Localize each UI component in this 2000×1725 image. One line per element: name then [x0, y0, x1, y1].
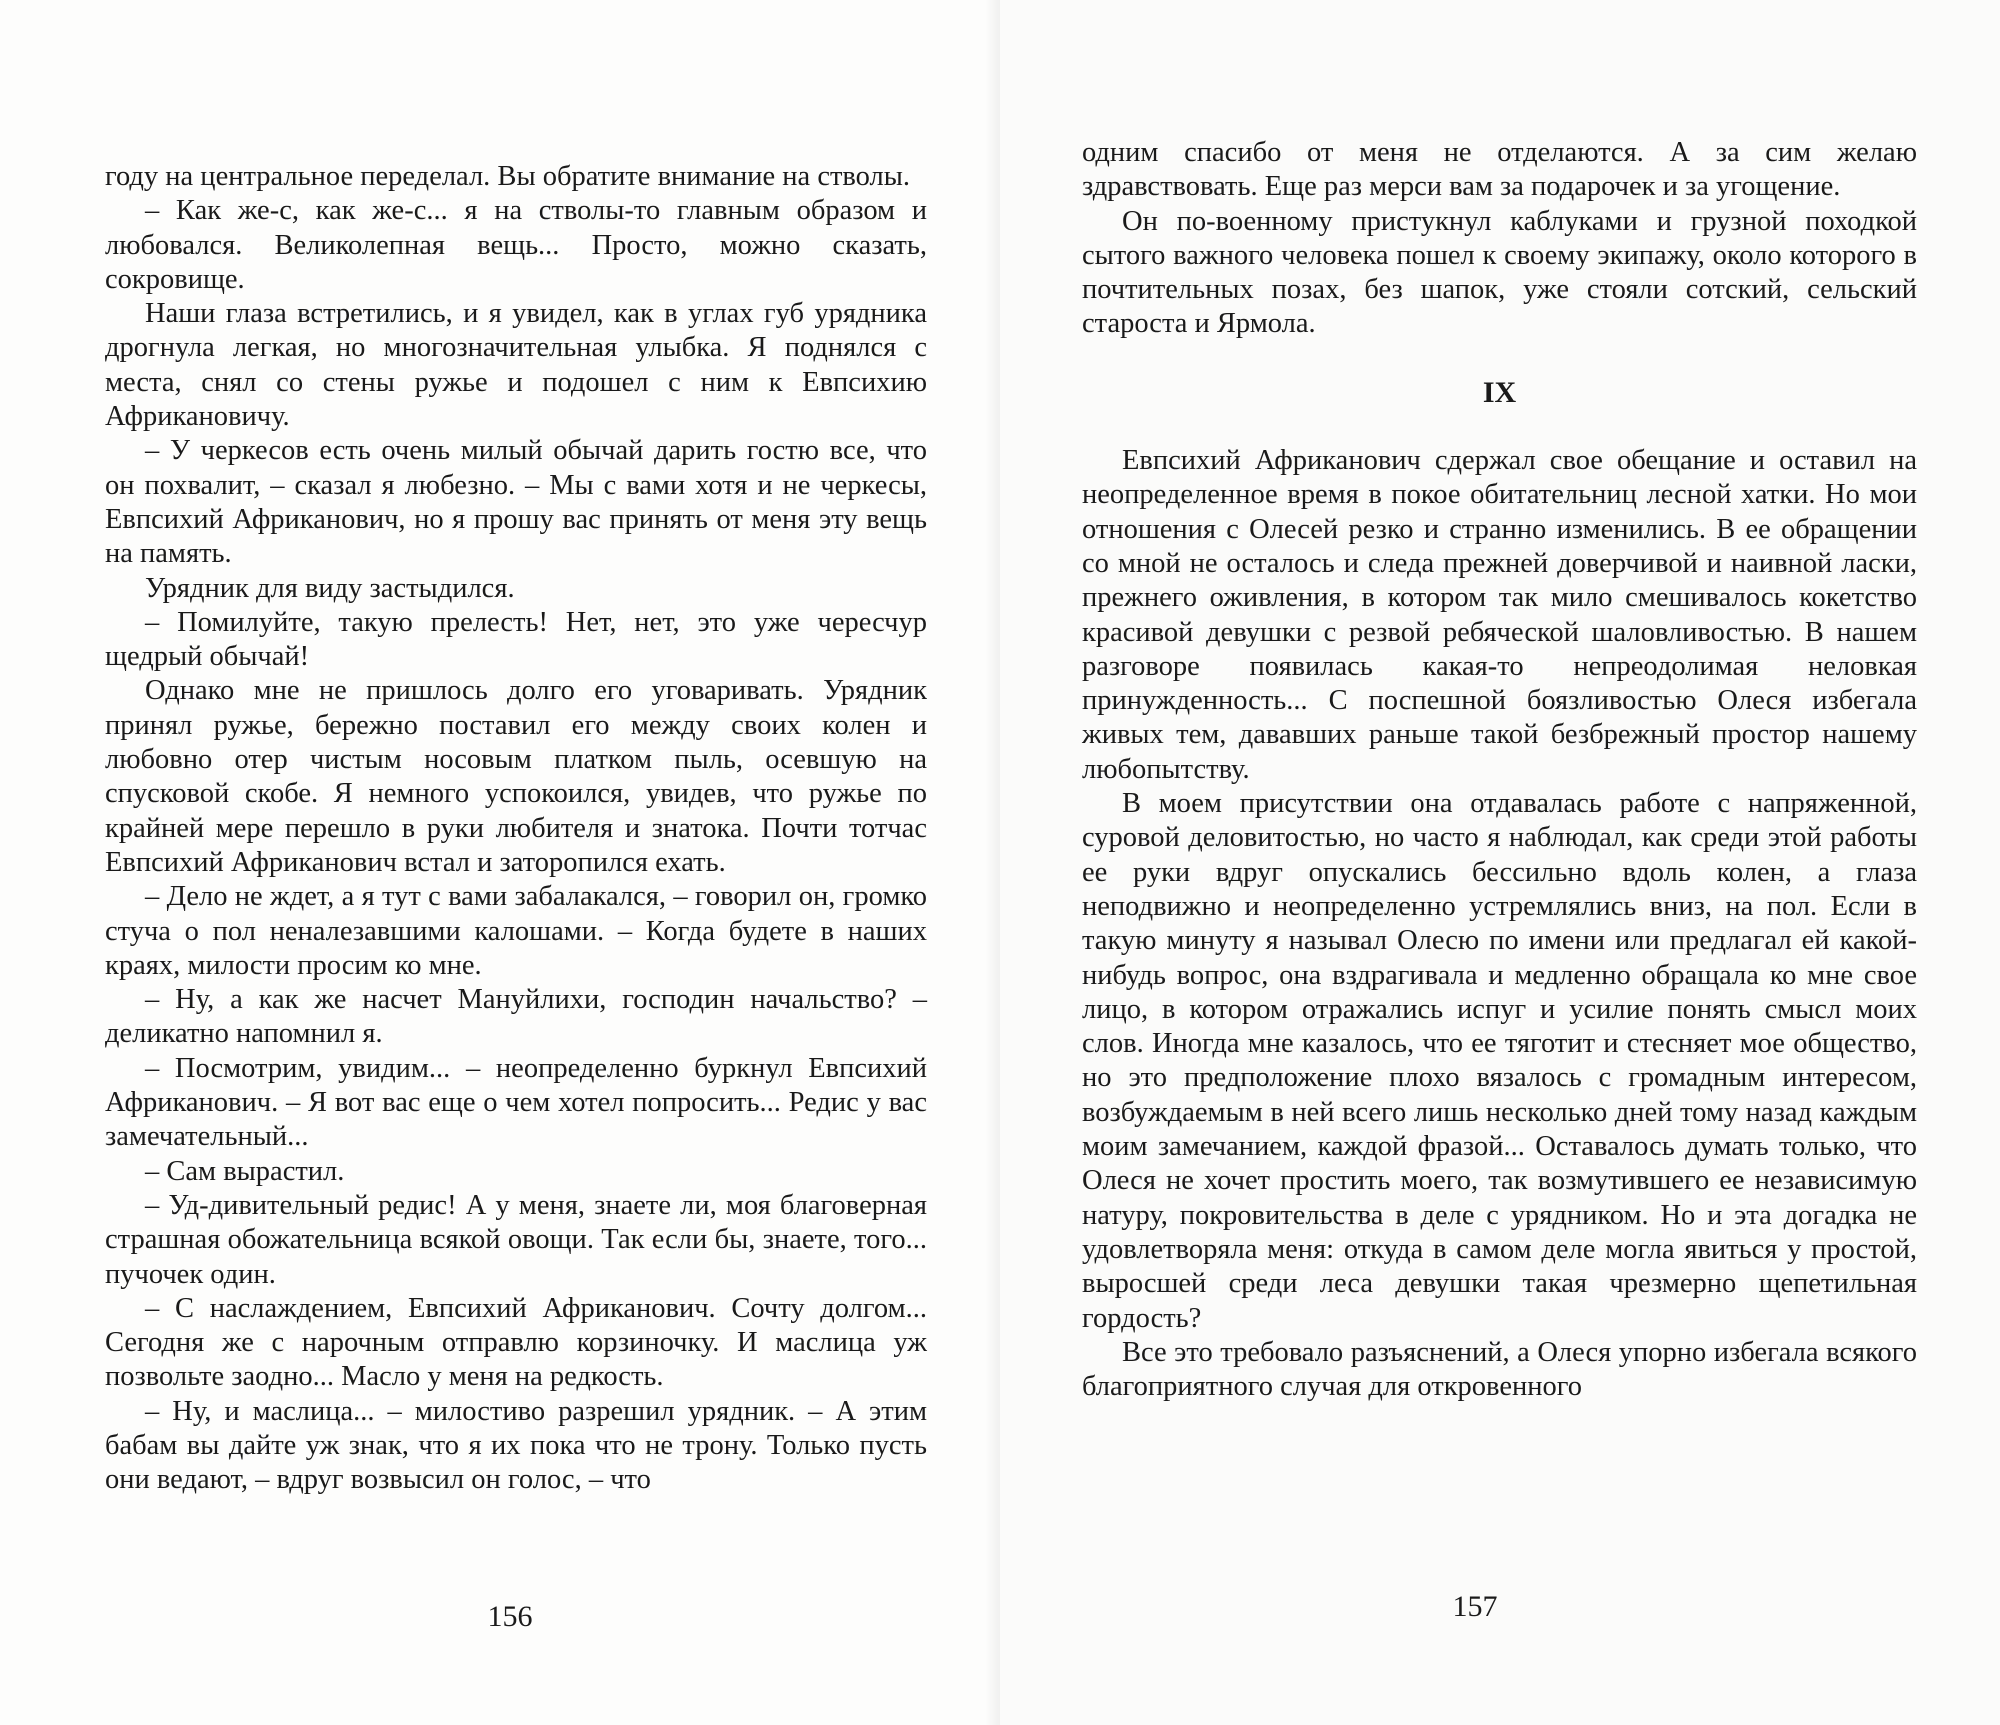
paragraph: – Как же-с, как же-с... я на стволы-то главным образом и любовался. Великолепная вещь... Просто, можно сказать, сокровище.: [105, 195, 927, 295]
paragraph: Он по-военному пристукнул каблуками и грузной походкой сытого важного человека пошел к своему экипажу, около которого в почтительных позах, без шапок, уже стояли сотский, сельский староста и Ярмола.: [1082, 205, 1917, 340]
paragraph: Все это требовало разъяснений, а Олеся упорно избегала всякого благоприятного случая для откровенного: [1082, 1336, 1917, 1403]
paragraph: В моем присутствии она отдавалась работе с напряженной, суровой деловитостью, но часто я наблюдал, как среди этой работы ее руки вдруг опускались бессильно вдоль колен, а глаза неподвижно и неопределенно устремлялись вниз, на пол. Если в такую минуту я называл Олесю по имени или предлагал ей какой-нибудь вопрос, она вздрагивала и медленно обращала ко мне свое лицо, в котором отражались испуг и усилие понять смысл моих слов. Иногда мне казалось, что ее тяготит и стесняет мое общество, но это предположение плохо вязалось с громадным интересом, возбуждаемым в ней всего лишь несколько дней тому назад каждым моим замечанием, каждой фразой... Оставалось думать только, что Олеся не хочет простить моего, так возмутившего ее независимую натуру, покровительства в деле с урядником. Но и эта догадка не удовлетворяла меня: откуда в самом деле могла явиться у простой, выросшей среди леса девушки такая чрезмерно щепетильная гордость?: [1082, 788, 1917, 1334]
paragraph: Евпсихий Африканович сдержал свое обещание и оставил на неопределенное время в покое обитательниц лесной хатки. Но мои отношения с Олесей резко и странно изменились. В ее обращении со мной не осталось и следа прежней доверчивой и наивной ласки, прежнего оживления, в котором так мило смешивалось кокетство красивой девушки с резвой ребяческой шаловливостью. В нашем разговоре появилась какая-то непреодолимая неловкая принужденность... С поспешной боязливостью Олеся избегала живых тем, дававших раньше такой безбрежный простор нашему любопытству.: [1082, 445, 1917, 785]
paragraph: – Дело не ждет, а я тут с вами забалакался, – говорил он, громко стуча о пол неналезавшими калошами. – Когда будете в наших краях, милости просим ко мне.: [105, 881, 927, 981]
left-page-text: [105, 160, 927, 1498]
paragraph: – Ну, и маслица... – милостиво разрешил урядник. – А этим бабам вы дайте уж знак, что я их пока что не трону. Только пусть они ведают, – вдруг возвысил он голос, – что: [105, 1395, 927, 1496]
page-number-left: 156: [487, 1600, 533, 1633]
right-page-text: [1082, 136, 1917, 1404]
paragraph: – Посмотрим, увидим... – неопределенно буркнул Евпсихий Африканович. – Я вот вас еще о чем хотел попросить... Редис у вас замечательный...: [105, 1052, 927, 1153]
paragraph: – Ну, а как же насчет Мануйлихи, господин начальство? – деликатно напомнил я.: [105, 984, 927, 1050]
page-number-right: 157: [1452, 1590, 1498, 1623]
paragraph: – Уд-дивительный редис! А у меня, знаете ли, моя благоверная страшная обожательница всякой овощи. Так если бы, знаете, того... пучочек один.: [105, 1189, 927, 1290]
paragraph: – Сам вырастил.: [145, 1155, 345, 1187]
paragraph: Однако мне не пришлось долго его уговаривать. Урядник принял ружье, бережно поставил его между своих колен и любовно отер чистым носовым платком пыль, осевшую на спусковой скобе. Я немного успокоился, увидев, что ружье по крайней мере перешло в руки любителя и знатока. Почти тотчас Евпсихий Африканович встал и заторопился ехать.: [105, 675, 927, 878]
paragraph: Наши глаза встретились, и я увидел, как в углах губ урядника дрогнула легкая, но многозначительная улыбка. Я поднялся с места, снял со стены ружье и подошел с ним к Евпсихию Африкановичу.: [105, 298, 927, 433]
right-page: [1000, 0, 2000, 1725]
paragraph: – У черкесов есть очень милый обычай дарить гостю все, что он похвалит, – сказал я любезно. – Мы с вами хотя и не черкесы, Евпсихий Африканович, но я прошу вас принять от меня эту вещь на память.: [105, 435, 927, 570]
chapter-title: IX: [1482, 375, 1517, 409]
paragraph: одним спасибо от меня не отделаются. А за сим желаю здравствовать. Еще раз мерси вам за подарочек и за угощение.: [1082, 137, 1917, 203]
paragraph: – Помилуйте, такую прелесть! Нет, нет, это уже чересчур щедрый обычай!: [105, 606, 927, 673]
paragraph: – С наслаждением, Евпсихий Африканович. Сочту долгом... Сегодня же с нарочным отправлю корзиночку. И маслица уж позвольте заодно... Масло у меня на редкость.: [105, 1292, 927, 1393]
paragraph: году на центральное переделал. Вы обратите внимание на стволы.: [105, 161, 911, 192]
paragraph: Урядник для виду застыдился.: [145, 572, 515, 604]
